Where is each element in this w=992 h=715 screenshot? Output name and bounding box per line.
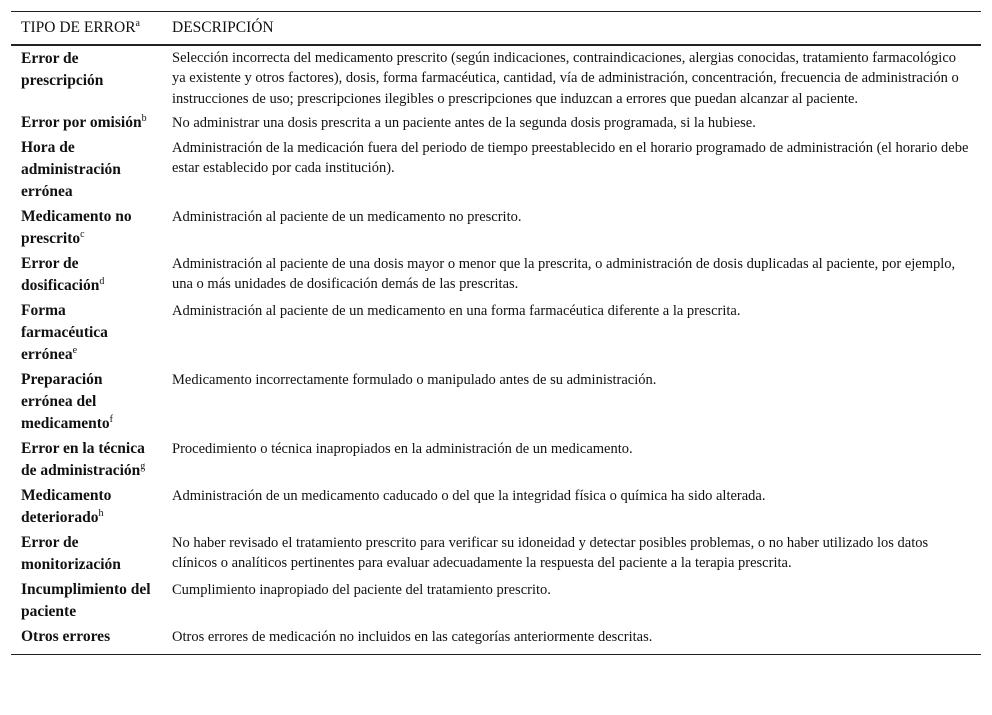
header-row bbox=[11, 12, 981, 46]
table-row bbox=[11, 205, 981, 252]
error-type-cell bbox=[11, 484, 162, 531]
error-type-cell bbox=[11, 252, 162, 299]
description-cell: Procedimiento o técnica inapropiados en la administración de un medicamento. bbox=[172, 440, 633, 457]
error-type-label: Error de monitorización bbox=[21, 533, 121, 573]
error-type-label: Hora de administración errónea bbox=[21, 138, 121, 200]
description-cell: Administración de un medicamento caducado o del que la integridad física o química ha sido alterada. bbox=[172, 487, 766, 504]
footnote-marker: b bbox=[141, 112, 147, 124]
error-type-cell bbox=[11, 299, 162, 368]
table-row bbox=[11, 45, 981, 111]
footnote-marker: c bbox=[80, 228, 85, 240]
error-type-cell bbox=[11, 625, 162, 655]
header-footnote-marker: a bbox=[135, 17, 140, 29]
header-error-type bbox=[11, 12, 162, 46]
error-type-cell bbox=[11, 531, 162, 578]
error-type-label: Medicamento no prescrito bbox=[21, 207, 132, 247]
description-cell: Selección incorrecta del medicamento prescrito (según indicaciones, contraindicaciones, alergias conocidas, tratamiento farmacológico ya existente y otros factores), dosis, forma farmacéutica, cantidad, vía de administración, concentración, frecuencia de administración o instrucciones de uso; prescripciones ilegibles o prescripciones que induzcan a errores que puedan alcanzar al paciente. bbox=[172, 50, 959, 107]
error-type-label: Medicamento deteriorado bbox=[21, 486, 112, 526]
footnote-marker: g bbox=[140, 460, 146, 472]
table-row bbox=[11, 531, 981, 578]
description-cell: Cumplimiento inapropiado del paciente del tratamiento prescrito. bbox=[172, 581, 551, 598]
table-row bbox=[11, 437, 981, 484]
table-row bbox=[11, 252, 981, 299]
error-type-cell bbox=[11, 578, 162, 625]
error-type-cell bbox=[11, 45, 162, 111]
description-cell: No haber revisado el tratamiento prescrito para verificar su idoneidad y detectar posibles problemas, o no haber utilizado los datos clínicos o analíticos pertinentes para evaluar adecuadamente la respuesta del paciente a la terapia prescrita. bbox=[172, 534, 929, 572]
description-cell: Administración al paciente de un medicamento no prescrito. bbox=[172, 208, 522, 225]
table-row bbox=[11, 578, 981, 625]
error-type-label: Otros errores bbox=[21, 627, 111, 645]
error-type-cell bbox=[11, 368, 162, 437]
footnote-marker: e bbox=[72, 344, 78, 356]
error-type-cell bbox=[11, 437, 162, 484]
table-row bbox=[11, 136, 981, 205]
medication-error-table-container bbox=[11, 11, 981, 655]
error-type-label: Error de prescripción bbox=[21, 50, 104, 89]
table-header bbox=[11, 12, 981, 46]
table-row bbox=[11, 484, 981, 531]
footnote-marker: d bbox=[99, 275, 105, 287]
header-error-type-label: TIPO DE ERROR bbox=[21, 19, 136, 36]
table-body bbox=[11, 45, 981, 654]
table-row bbox=[11, 368, 981, 437]
description-cell: Otros errores de medicación no incluidos en las categorías anteriormente descritas. bbox=[162, 625, 981, 655]
description-cell: Administración al paciente de una dosis mayor o menor que la prescrita, o administración de dosis duplicadas al paciente, por ejemplo, una o más unidades de dosificación demás de las prescritas. bbox=[172, 255, 956, 293]
error-type-label: Preparación errónea del medicamento bbox=[21, 370, 110, 432]
footnote-marker: h bbox=[98, 507, 104, 519]
table-row bbox=[11, 625, 981, 655]
error-type-label: Error de dosificación bbox=[21, 254, 100, 294]
error-type-label: Forma farmacéutica errónea bbox=[21, 301, 108, 363]
description-cell: Administración de la medicación fuera del periodo de tiempo preestablecido en el horario programado de administración (el horario debe estar establecido por cada institución). bbox=[172, 139, 969, 177]
description-cell: No administrar una dosis prescrita a un paciente antes de la segunda dosis programada, si la hubiese. bbox=[172, 114, 756, 131]
table-row bbox=[11, 299, 981, 368]
error-type-label: Error en la técnica de administración bbox=[21, 439, 145, 479]
description-cell: Administración al paciente de un medicamento en una forma farmacéutica diferente a la prescrita. bbox=[172, 302, 741, 319]
medication-error-table bbox=[11, 11, 981, 655]
error-type-label: Incumplimiento del paciente bbox=[21, 580, 151, 620]
error-type-label: Error por omisión bbox=[21, 113, 142, 131]
description-cell: Medicamento incorrectamente formulado o manipulado antes de su administración. bbox=[172, 371, 657, 388]
footnote-marker: f bbox=[109, 413, 114, 425]
error-type-cell bbox=[11, 136, 162, 205]
header-description: DESCRIPCIÓN bbox=[162, 12, 981, 46]
error-type-cell bbox=[11, 205, 162, 252]
error-type-cell bbox=[11, 111, 162, 136]
table-row bbox=[11, 111, 981, 136]
